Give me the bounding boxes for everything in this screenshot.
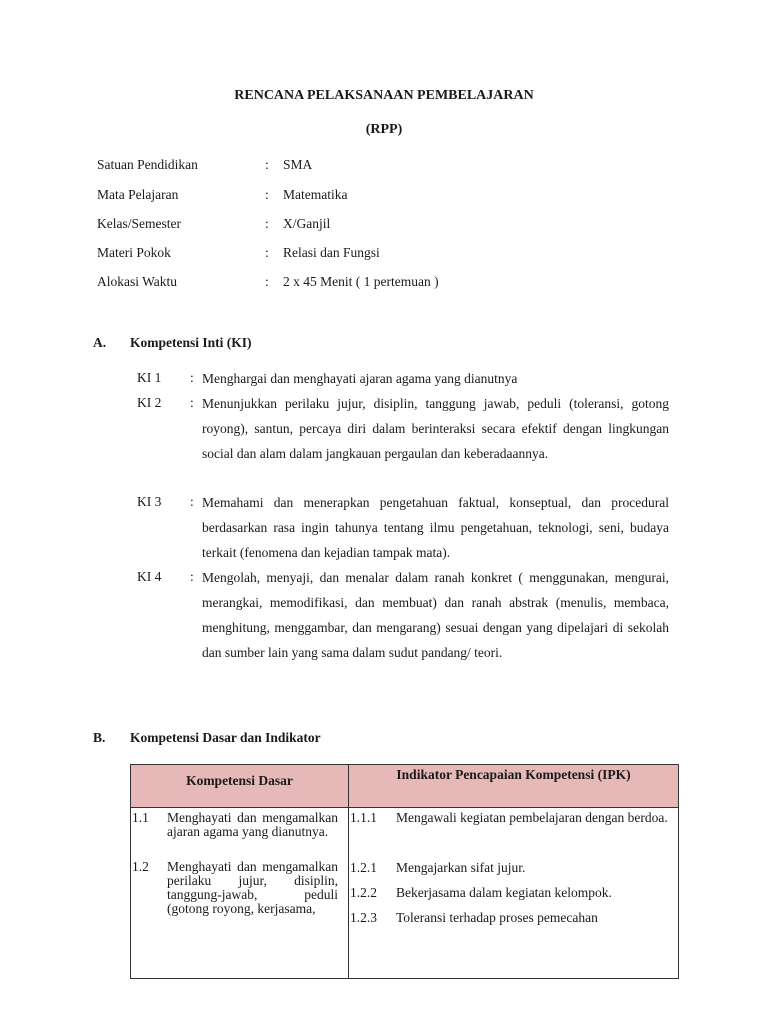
section-letter: A. (93, 335, 107, 350)
document-title: RENCANA PELAKSANAAN PEMBELAJARAN (234, 88, 534, 103)
ipk-cell (349, 808, 679, 979)
ki-code: KI 4 (137, 569, 162, 584)
kd-text: Menghayati dan mengamalkan ajaran agama yang dianutnya. (167, 810, 338, 839)
info-value: Matematika (283, 187, 348, 202)
header-ipk (349, 765, 679, 808)
kd-number: 1.1 (132, 810, 149, 825)
ipk-text: Mengawali kegiatan pembelajaran dengan berdoa. (396, 810, 668, 825)
kd-text: Menghayati dan mengamalkan perilaku jujur, disiplin, tanggung-jawab, peduli (gotong royong, kerjasama, (167, 859, 338, 916)
ki-text: Memahami dan menerapkan pengetahuan faktual, konseptual, dan procedural berdasarkan rasa ingin tahunya tentang ilmu pengetahuan, teknologi, seni, budaya terkait (fenomena dan kejadian tampak mata). (202, 495, 669, 560)
ipk-number: 1.1.1 (350, 810, 377, 825)
header-kompetensi-dasar (131, 765, 349, 808)
ki-colon: : (190, 494, 194, 509)
ipk-number: 1.2.1 (350, 860, 377, 875)
ki-colon: : (190, 569, 194, 584)
info-colon: : (265, 157, 269, 172)
info-label: Mata Pelajaran (97, 187, 179, 202)
info-colon: : (265, 216, 269, 231)
section-title: Kompetensi Dasar dan Indikator (130, 730, 321, 745)
ipk-text: Bekerjasama dalam kegiatan kelompok. (396, 885, 612, 900)
info-colon: : (265, 187, 269, 202)
info-label: Alokasi Waktu (97, 274, 178, 289)
info-value: X/Ganjil (283, 216, 331, 231)
header-ipk-label: Indikator Pencapaian Kompetensi (IPK) (396, 767, 631, 782)
ipk-list (349, 808, 678, 978)
info-colon: : (265, 274, 269, 289)
kd-list (131, 808, 348, 978)
ki-text: Menunjukkan perilaku jujur, disiplin, tanggung jawab, peduli (toleransi, gotong royong), santun, percaya diri dalam berinteraksi secara efektif dengan lingkungan social dan alam dalam jangkauan pergaulan dan keberadaannya. (202, 396, 669, 461)
ki-code: KI 3 (137, 494, 162, 509)
info-colon: : (265, 245, 269, 260)
section-title: Kompetensi Inti (KI) (130, 335, 252, 350)
info-label: Kelas/Semester (97, 216, 181, 231)
kd-ipk-table (130, 764, 679, 979)
ipk-text: Mengajarkan sifat jujur. (396, 860, 526, 875)
info-label: Materi Pokok (97, 245, 171, 260)
kd-number: 1.2 (132, 859, 149, 874)
table-header-row (131, 765, 679, 808)
section-letter: B. (93, 730, 106, 745)
info-value: SMA (283, 157, 313, 172)
ki-colon: : (190, 395, 194, 410)
ki-code: KI 2 (137, 395, 162, 410)
ki-code: KI 1 (137, 370, 162, 385)
ipk-number: 1.2.2 (350, 885, 377, 900)
ki-colon: : (190, 370, 194, 385)
table-row (131, 808, 679, 979)
ipk-text: Toleransi terhadap proses pemecahan (396, 910, 598, 925)
info-value: Relasi dan Fungsi (283, 245, 380, 260)
ki-text: Mengolah, menyaji, dan menalar dalam ranah konkret ( menggunakan, mengurai, merangkai, memodifikasi, dan membuat) dan ranah abstrak (menulis, membaca, menghitung, menggambar, dan mengarang) sesuai dengan yang dipelajari di sekolah dan sumber lain yang sama dalam sudut pandang/ teori. (202, 570, 669, 660)
info-label: Satuan Pendidikan (97, 157, 198, 172)
ipk-number: 1.2.3 (350, 910, 377, 925)
info-value: 2 x 45 Menit ( 1 pertemuan ) (283, 274, 439, 289)
ki-text: Menghargai dan menghayati ajaran agama yang dianutnya (202, 371, 518, 386)
document-subtitle: (RPP) (365, 122, 403, 137)
header-kd-label: Kompetensi Dasar (186, 773, 293, 788)
kd-cell (131, 808, 349, 979)
